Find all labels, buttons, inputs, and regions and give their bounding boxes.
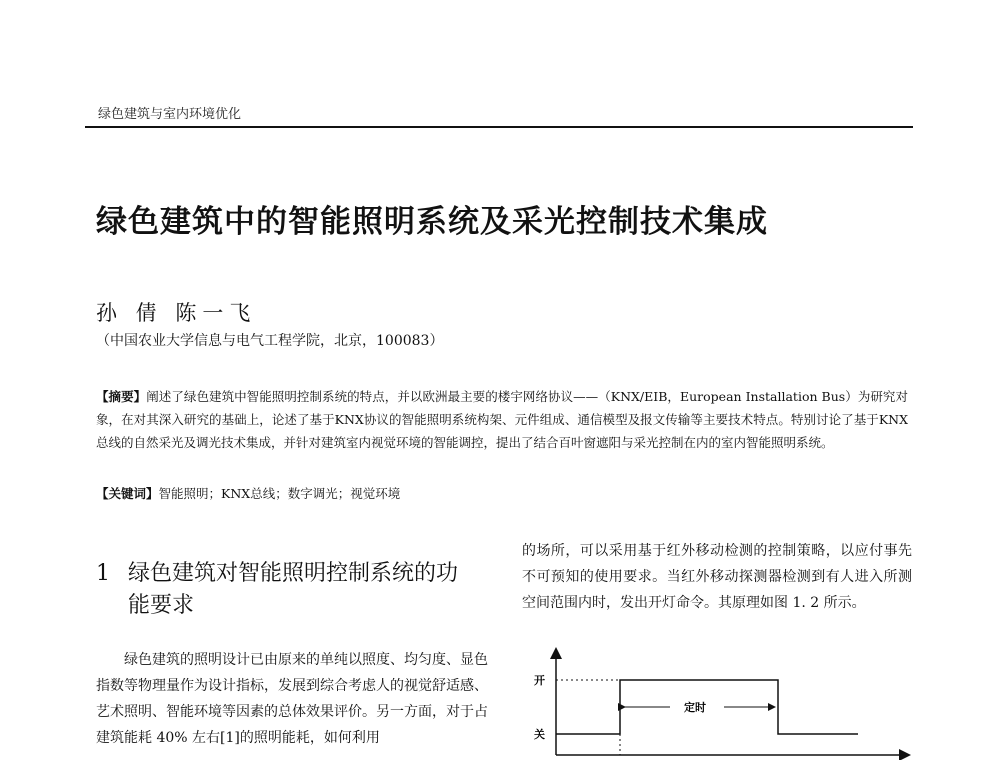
- signal-waveform: [556, 680, 858, 734]
- left-body-text: 绿色建筑的照明设计已由原来的单纯以照度、均匀度、显色指数等物理量作为设计指标，发展到综合考虑人的视觉舒适感、艺术照明、智能环境等因素的总体效果评价。另一方面，对于占建筑能耗 40% 左右[1]的照明能耗，如何利用: [96, 652, 488, 746]
- keywords-text: 智能照明；KNX总线；数字调光；视觉环境: [158, 486, 401, 501]
- left-column-body: [96, 647, 488, 751]
- timing-diagram-figure: [520, 640, 920, 760]
- right-body-text: 的场所，可以采用基于红外移动检测的控制策略，以应付事先不可预知的使用要求。当红外移动探测器检测到有人进入所测空间范围内时，发出开灯命令。其原理如图 1. 2 所示。: [522, 543, 912, 611]
- section-number: 1: [96, 561, 110, 586]
- running-header: 绿色建筑与室内环境优化: [98, 107, 242, 122]
- authors: 孙 倩 陈一飞: [96, 301, 257, 325]
- abstract-label: 【摘要】: [96, 389, 147, 404]
- abstract: [96, 385, 908, 454]
- paper-title: 绿色建筑中的智能照明系统及采光控制技术集成: [96, 204, 768, 240]
- abstract-text: 阐述了绿色建筑中智能照明控制系统的特点，并以欧洲最主要的楼宇网络协议——（KNX/EIB，European Installation Bus）为研究对象，在对其深入研究的基础上，论述了基于KNX协议的智能照明系统构架、元件组成、通信模型及报文传输等主要技术特点。特别讨论了基于KNX总线的自然采光及调光技术集成，并针对建筑室内视觉环境的智能调控，提出了结合百叶窗遮阳与采光控制在内的室内智能照明系统。: [96, 389, 908, 450]
- label-on: 开: [534, 674, 545, 687]
- keywords: [96, 484, 400, 502]
- right-column-body: [522, 538, 912, 616]
- label-off: 关: [534, 728, 545, 741]
- section-title-line1: 绿色建筑对智能照明控制系统的功: [128, 561, 459, 586]
- section-title-line2: 能要求: [128, 593, 195, 618]
- label-timer: 定时: [684, 701, 706, 714]
- header-rule: [85, 126, 913, 128]
- affiliation: （中国农业大学信息与电气工程学院，北京，100083）: [96, 333, 444, 349]
- keywords-label: 【关键词】: [96, 486, 159, 501]
- section-heading: [96, 558, 496, 622]
